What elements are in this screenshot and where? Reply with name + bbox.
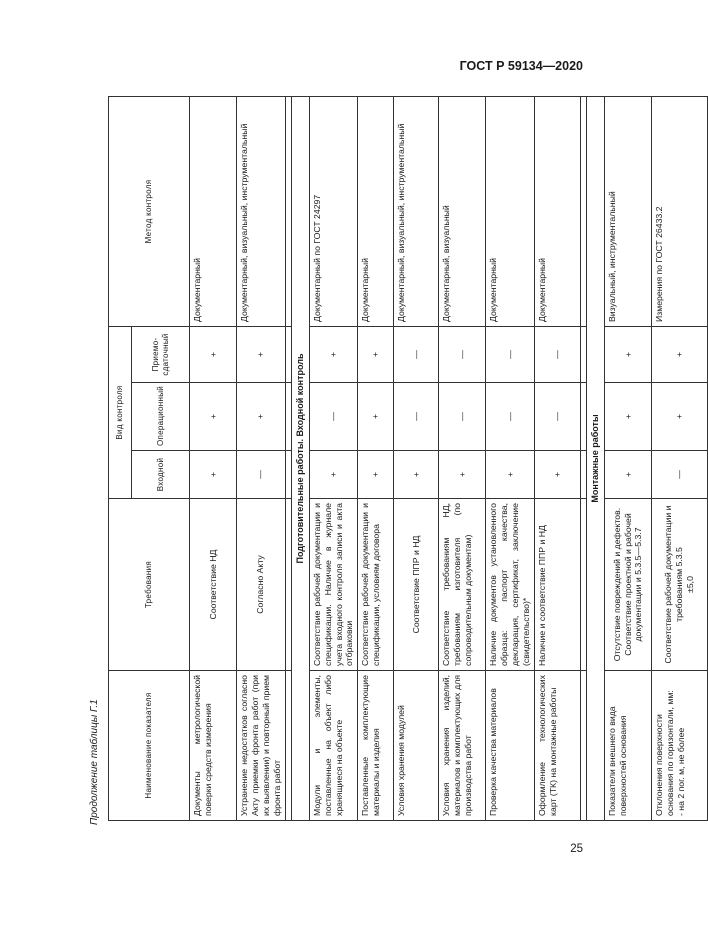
- cell-req: Согласно Акту: [237, 499, 286, 671]
- cell-acceptance: +: [237, 327, 286, 383]
- table-row: [394, 97, 439, 821]
- table-row: [237, 97, 286, 821]
- cell-incoming: +: [394, 451, 439, 499]
- cell-incoming: +: [534, 451, 580, 499]
- cell-operational: —: [394, 383, 439, 451]
- cell-incoming: +: [605, 451, 652, 499]
- cell-incoming: +: [439, 451, 486, 499]
- cell-name: Проверка качества материалов: [486, 671, 535, 821]
- cell-incoming: —: [237, 451, 286, 499]
- cell-req: Соответствие НД: [190, 499, 237, 671]
- col-acceptance-header: Приемо-сдаточный: [132, 327, 190, 383]
- cell-req: Соответствие рабочей документации и спецификации. Наличие в журнале учета входного контроля записи и акта отбраковки: [309, 499, 358, 671]
- cell-name: Документы метрологической поверки средств измерения: [190, 671, 237, 821]
- cell-req: Наличие и соответствие ППР и НД: [534, 499, 580, 671]
- col-method-header: Метод контроля: [109, 97, 190, 327]
- table-row: [605, 97, 652, 821]
- cell-name: Модули и элементы, поставленные на объект либо хранящиеся на объекте: [309, 671, 358, 821]
- document-header: ГОСТ Р 59134—2020: [459, 59, 583, 73]
- cell-operational: +: [358, 383, 394, 451]
- cell-method: Документарный: [486, 97, 535, 327]
- table-row: [358, 97, 394, 821]
- cell-name: Условия хранения модулей: [394, 671, 439, 821]
- cell-operational: +: [237, 383, 286, 451]
- cell-method: Документарный: [190, 97, 237, 327]
- cell-acceptance: —: [394, 327, 439, 383]
- col-requirements-header: Требования: [109, 499, 190, 671]
- cell-operational: +: [605, 383, 652, 451]
- cell-req: Соответствие ППР и НД: [394, 499, 439, 671]
- cell-acceptance: —: [534, 327, 580, 383]
- rotated-table-block: [85, 95, 695, 825]
- col-incoming-header: Входной: [132, 451, 190, 499]
- cell-acceptance: +: [190, 327, 237, 383]
- table-row: [652, 97, 708, 821]
- cell-acceptance: +: [652, 327, 708, 383]
- cell-operational: +: [652, 383, 708, 451]
- cell-name: Отклонения поверхности основания по горизонтали, мм: - на 2 пог. м, не более: [652, 671, 708, 821]
- cell-req: Соответствие рабочей документации и требованиям 5.3.5 ±5,0: [652, 499, 708, 671]
- cell-incoming: +: [486, 451, 535, 499]
- cell-method: Визуальный, инструментальный: [605, 97, 652, 327]
- table-row: [190, 97, 237, 821]
- table-row: [439, 97, 486, 821]
- cell-acceptance: +: [309, 327, 358, 383]
- cell-req: Наличие документов установленного образца: паспорт качества, декларация, сертификат, заключение (свидетельство)*: [486, 499, 535, 671]
- cell-method: Документарный, визуальный: [439, 97, 486, 327]
- cell-method: Документарный по ГОСТ 24297: [309, 97, 358, 327]
- cell-req: Соответствие требованиям НД, требованиям изготовителя (по сопроводительным документам): [439, 499, 486, 671]
- cell-operational: +: [190, 383, 237, 451]
- cell-incoming: +: [358, 451, 394, 499]
- section-title-mount: Монтажные работы: [586, 97, 604, 821]
- cell-incoming: +: [190, 451, 237, 499]
- cell-name: Оформление технологических карт (ТК) на монтажные работы: [534, 671, 580, 821]
- cell-incoming: —: [652, 451, 708, 499]
- cell-acceptance: +: [358, 327, 394, 383]
- cell-operational: —: [309, 383, 358, 451]
- cell-method: Документарный, визуальный, инструментальный: [237, 97, 286, 327]
- cell-operational: —: [439, 383, 486, 451]
- cell-req: Соответствие рабочей документации и спецификации, условиям договора: [358, 499, 394, 671]
- col-name-header: Наименование показателя: [109, 671, 190, 821]
- cell-name: Поставленные комплектующие материалы и изделия: [358, 671, 394, 821]
- table-row: [309, 97, 358, 821]
- cell-name: Условия хранения изделий, материалов и комплектующих для производства работ: [439, 671, 486, 821]
- cell-acceptance: +: [605, 327, 652, 383]
- table-row: [534, 97, 580, 821]
- cell-operational: —: [534, 383, 580, 451]
- cell-method: Измерения по ГОСТ 26433.2: [652, 97, 708, 327]
- section-title-prep: Подготовительные работы. Входной контроль: [291, 97, 309, 821]
- cell-acceptance: —: [486, 327, 535, 383]
- cell-method: Документарный: [358, 97, 394, 327]
- page-number: 25: [570, 843, 583, 855]
- col-operational-header: Операционный: [132, 383, 190, 451]
- cell-acceptance: —: [439, 327, 486, 383]
- cell-name: Устранение недостатков согласно Акту приемки фронта работ (при их выявлении) и повторный прием фронта работ: [237, 671, 286, 821]
- cell-req: Отсутствие повреждений и дефектов. Соответствие проектной и рабочей документации и 5.3.5—5.3.7: [605, 499, 652, 671]
- cell-method: Документарный: [534, 97, 580, 327]
- table-row: [486, 97, 535, 821]
- control-table: [108, 96, 708, 821]
- cell-method: Документарный, визуальный, инструментальный: [394, 97, 439, 327]
- cell-incoming: +: [309, 451, 358, 499]
- cell-name: Показатели внешнего вида поверхностей основания: [605, 671, 652, 821]
- col-control-type-header: Вид контроля: [109, 327, 132, 499]
- cell-operational: —: [486, 383, 535, 451]
- table-caption: Продолжение таблицы Г.1: [89, 699, 100, 825]
